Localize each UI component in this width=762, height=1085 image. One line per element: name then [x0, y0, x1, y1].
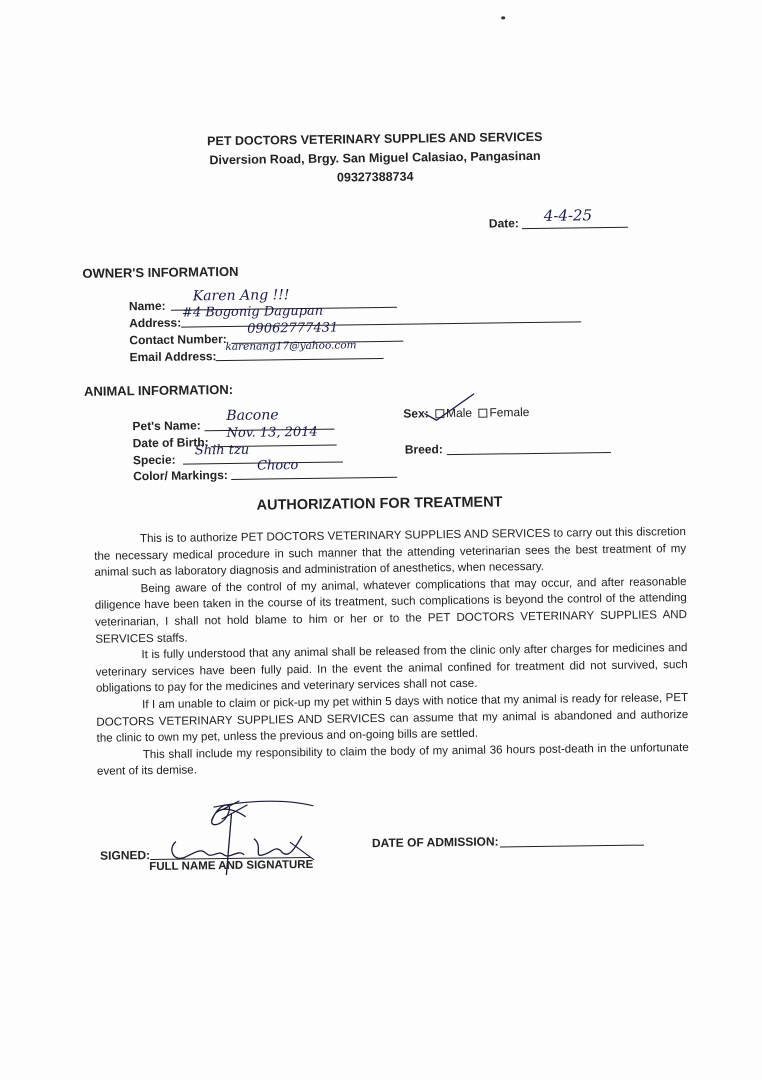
email-label: Email Address: [129, 349, 217, 365]
male-option-label: Male [445, 405, 473, 421]
authorization-paragraph: This is to authorize PET DOCTORS VETERINARY SUPPLIES AND SERVICES to carry out this discretion the necessary medical procedure in such manner that the attending veterinarian sees the best treatment of my animal such as laboratory diagnosis and administration of anesthetics, when necessary. [94, 524, 687, 579]
sex-label: Sex: [403, 406, 429, 421]
owner-address-value[interactable]: #4 Bogonig Dagupan [181, 303, 324, 321]
dob-label: Date of Birth: [132, 435, 209, 451]
breed-label: Breed: [404, 442, 443, 457]
scan-speck [501, 16, 505, 19]
authorization-paragraph: This shall include my responsibility to claim the body of my animal 36 hours post-death in the unfortunate event of its demise. [96, 740, 689, 779]
authorization-body [94, 524, 689, 781]
dob-value[interactable]: Nov. 13, 2014 [226, 424, 318, 441]
male-check-mark [418, 391, 478, 424]
animal-info-heading: ANIMAL INFORMATION: [83, 381, 234, 399]
specie-label: Specie: [132, 452, 176, 468]
company-address: Diversion Road, Brgy. San Miguel Calasiao, Pangasinan [209, 148, 541, 168]
authorization-paragraph: If I am unable to claim or pick-up my pet within 5 days with notice that my animal is ready for release, PET DOCTORS VETERINARY SUPPLIES AND SERVICES can assume that my animal is abandoned and authorize the clinic to own my pet, unless the previous and on-going bills are settled. [96, 690, 689, 745]
color-markings-value[interactable]: Choco [256, 458, 299, 474]
authorization-paragraph: It is fully understood that any animal shall be released from the clinic only after charges for medicines and veterinary services have been fully paid. In the event the animal confined for treatment did not survived, such obligations to pay for the medicines and veterinary services shall not case. [95, 641, 688, 696]
contact-number-value[interactable]: 09062777431 [247, 320, 339, 337]
date-of-admission-label: DATE OF ADMISSION: [371, 834, 499, 851]
female-option-label: Female [489, 405, 530, 420]
date-label: Date: [488, 216, 519, 231]
owner-address-label: Address: [129, 315, 182, 331]
contact-number-label: Contact Number: [129, 331, 227, 348]
company-name: PET DOCTORS VETERINARY SUPPLIES AND SERVICES [207, 129, 543, 149]
company-phone: 09327388734 [336, 169, 414, 185]
specie-value[interactable]: Shih tzu [194, 442, 250, 459]
owner-info-heading: OWNER'S INFORMATION [82, 263, 239, 281]
color-markings-label: Color/ Markings: [133, 467, 228, 484]
date-line [522, 227, 628, 229]
full-name-and-signature-label: FULL NAME AND SIGNATURE [149, 858, 314, 874]
email-value[interactable]: karenang17@yahoo.com [225, 339, 357, 354]
female-checkbox[interactable] [478, 409, 487, 418]
pet-name-value[interactable]: Bacone [226, 407, 279, 424]
owner-address-line [181, 321, 581, 327]
pet-name-label: Pet's Name: [132, 418, 201, 434]
authorization-paragraph: Being aware of the control of my animal, whatever complications that may occur, and after reasonable diligence have been taken in the course of its treatment, such complications is beyond the control of the attending veterinarian, I shall not hold blame to him or her or to the PET DOCTORS VETERINARY SUPPLIES AND SERVICES staffs. [94, 574, 688, 646]
email-line [216, 358, 384, 361]
breed-line[interactable] [447, 452, 611, 455]
owner-name-value[interactable]: Karen Ang !!! [192, 287, 290, 305]
owner-name-label: Name: [128, 298, 166, 314]
color-markings-line [231, 477, 397, 480]
signed-label: SIGNED: [100, 848, 151, 863]
date-value[interactable]: 4-4-25 [543, 206, 593, 225]
authorization-title: AUTHORIZATION FOR TREATMENT [256, 494, 503, 514]
date-of-admission-line[interactable] [500, 845, 644, 848]
